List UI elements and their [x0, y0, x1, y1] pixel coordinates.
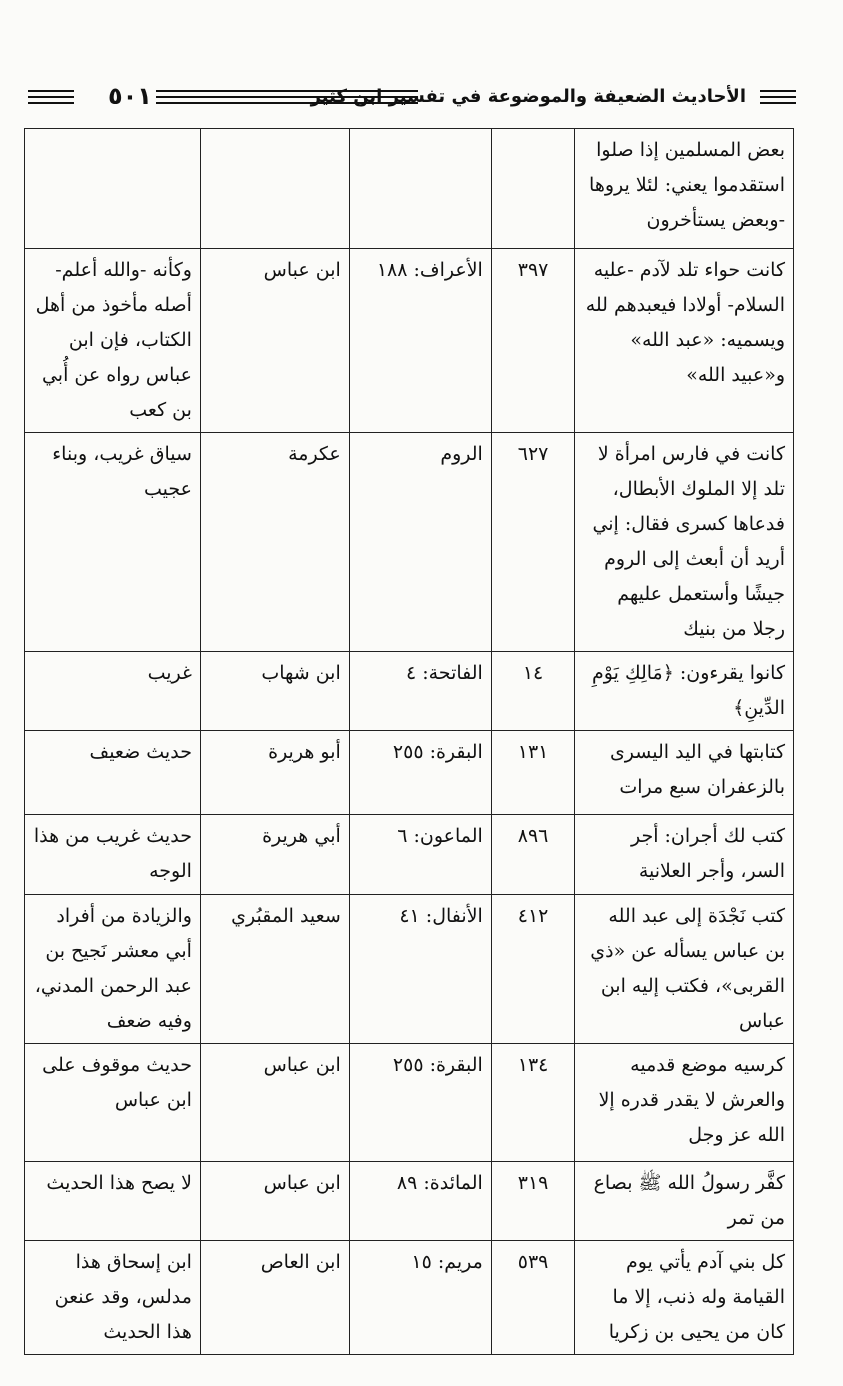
surah-reference-cell: الماعون: ٦: [349, 815, 491, 895]
table-row: [25, 1162, 794, 1241]
narrator-cell: ابن عباس: [200, 249, 349, 433]
narrator-cell: ابن العاص: [200, 1241, 349, 1355]
header-rule-right: [760, 102, 796, 104]
number-cell: ١٣١: [491, 731, 574, 815]
header-rule-right: [760, 96, 796, 98]
header-rule-left: [28, 90, 74, 92]
surah-reference-cell: الأعراف: ١٨٨: [349, 249, 491, 433]
narrator-cell: أبو هريرة: [200, 731, 349, 815]
header-rule-right: [760, 90, 796, 92]
grading-note-cell: غريب: [25, 652, 201, 731]
hadith-text-cell: كانت حواء تلد لآدم -عليه السلام- أولادا فيعبدهم لله ويسميه: «عبد الله» و«عبيد الله»: [575, 249, 794, 433]
hadith-text-cell: كانوا يقرءون: ﴿مَالِكِ يَوْمِ الدِّينِ﴾: [575, 652, 794, 731]
narrator-cell: عكرمة: [200, 433, 349, 652]
narrator-cell: [200, 129, 349, 249]
table-row: [25, 895, 794, 1044]
grading-note-cell: [25, 129, 201, 249]
grading-note-cell: سياق غريب، وبناء عجيب: [25, 433, 201, 652]
surah-reference-cell: الفاتحة: ٤: [349, 652, 491, 731]
hadith-text-cell: كرسيه موضع قدميه والعرش لا يقدر قدره إلا الله عز وجل: [575, 1044, 794, 1162]
hadith-text-cell: كانت في فارس امرأة لا تلد إلا الملوك الأبطال، فدعاها كسرى فقال: إني أريد أن أبعث إلى الروم جيشًا وأستعمل عليهم رجلا من بنيك: [575, 433, 794, 652]
grading-note-cell: وكأنه -والله أعلم- أصله مأخوذ من أهل الكتاب، فإن ابن عباس رواه عن أُبي بن كعب: [25, 249, 201, 433]
surah-reference-cell: [349, 129, 491, 249]
table-row: [25, 652, 794, 731]
table-row: [25, 1044, 794, 1162]
table-row: [25, 249, 794, 433]
surah-reference-cell: الروم: [349, 433, 491, 652]
table-row: [25, 731, 794, 815]
number-cell: [491, 129, 574, 249]
number-cell: ٦٢٧: [491, 433, 574, 652]
narrator-cell: ابن عباس: [200, 1162, 349, 1241]
narrator-cell: ابن عباس: [200, 1044, 349, 1162]
surah-reference-cell: الأنفال: ٤١: [349, 895, 491, 1044]
table-row: [25, 129, 794, 249]
page-number: ٥٠١: [108, 82, 152, 110]
table-row: [25, 815, 794, 895]
surah-reference-cell: البقرة: ٢٥٥: [349, 731, 491, 815]
surah-reference-cell: المائدة: ٨٩: [349, 1162, 491, 1241]
grading-note-cell: حديث غريب من هذا الوجه: [25, 815, 201, 895]
narrator-cell: سعيد المقبُري: [200, 895, 349, 1044]
number-cell: ١٤: [491, 652, 574, 731]
running-header-title: الأحاديث الضعيفة والموضوعة في تفسير ابن كثير: [310, 86, 746, 107]
number-cell: ٣٩٧: [491, 249, 574, 433]
header-rule-left: [28, 102, 74, 104]
hadith-text-cell: بعض المسلمين إذا صلوا استقدموا يعني: لئلا يروها -وبعض يستأخرون: [575, 129, 794, 249]
header-rule-left: [28, 96, 74, 98]
hadith-text-cell: كفَّر رسولُ الله ﷺ بصاع من تمر: [575, 1162, 794, 1241]
grading-note-cell: حديث ضعيف: [25, 731, 201, 815]
page-header: [28, 84, 796, 116]
number-cell: ٣١٩: [491, 1162, 574, 1241]
surah-reference-cell: مريم: ١٥: [349, 1241, 491, 1355]
grading-note-cell: ابن إسحاق هذا مدلس، وقد عنعن هذا الحديث: [25, 1241, 201, 1355]
number-cell: ١٣٤: [491, 1044, 574, 1162]
narrator-cell: ابن شهاب: [200, 652, 349, 731]
narrator-cell: أبي هريرة: [200, 815, 349, 895]
grading-note-cell: حديث موقوف على ابن عباس: [25, 1044, 201, 1162]
number-cell: ٨٩٦: [491, 815, 574, 895]
hadith-text-cell: كتب لك أجران: أجر السر، وأجر العلانية: [575, 815, 794, 895]
number-cell: ٥٣٩: [491, 1241, 574, 1355]
hadith-text-cell: كتب نَجْدَة إلى عبد الله بن عباس يسأله عن «ذي القربى»، فكتب إليه ابن عباس: [575, 895, 794, 1044]
table-row: [25, 1241, 794, 1355]
surah-reference-cell: البقرة: ٢٥٥: [349, 1044, 491, 1162]
number-cell: ٤١٢: [491, 895, 574, 1044]
hadith-text-cell: كل بني آدم يأتي يوم القيامة وله ذنب، إلا ما كان من يحيى بن زكريا: [575, 1241, 794, 1355]
table-row: [25, 433, 794, 652]
hadith-text-cell: كتابتها في اليد اليسرى بالزعفران سبع مرات: [575, 731, 794, 815]
hadith-table: [24, 128, 794, 1355]
grading-note-cell: والزيادة من أفراد أبي معشر نَجيح بن عبد الرحمن المدني، وفيه ضعف: [25, 895, 201, 1044]
grading-note-cell: لا يصح هذا الحديث: [25, 1162, 201, 1241]
